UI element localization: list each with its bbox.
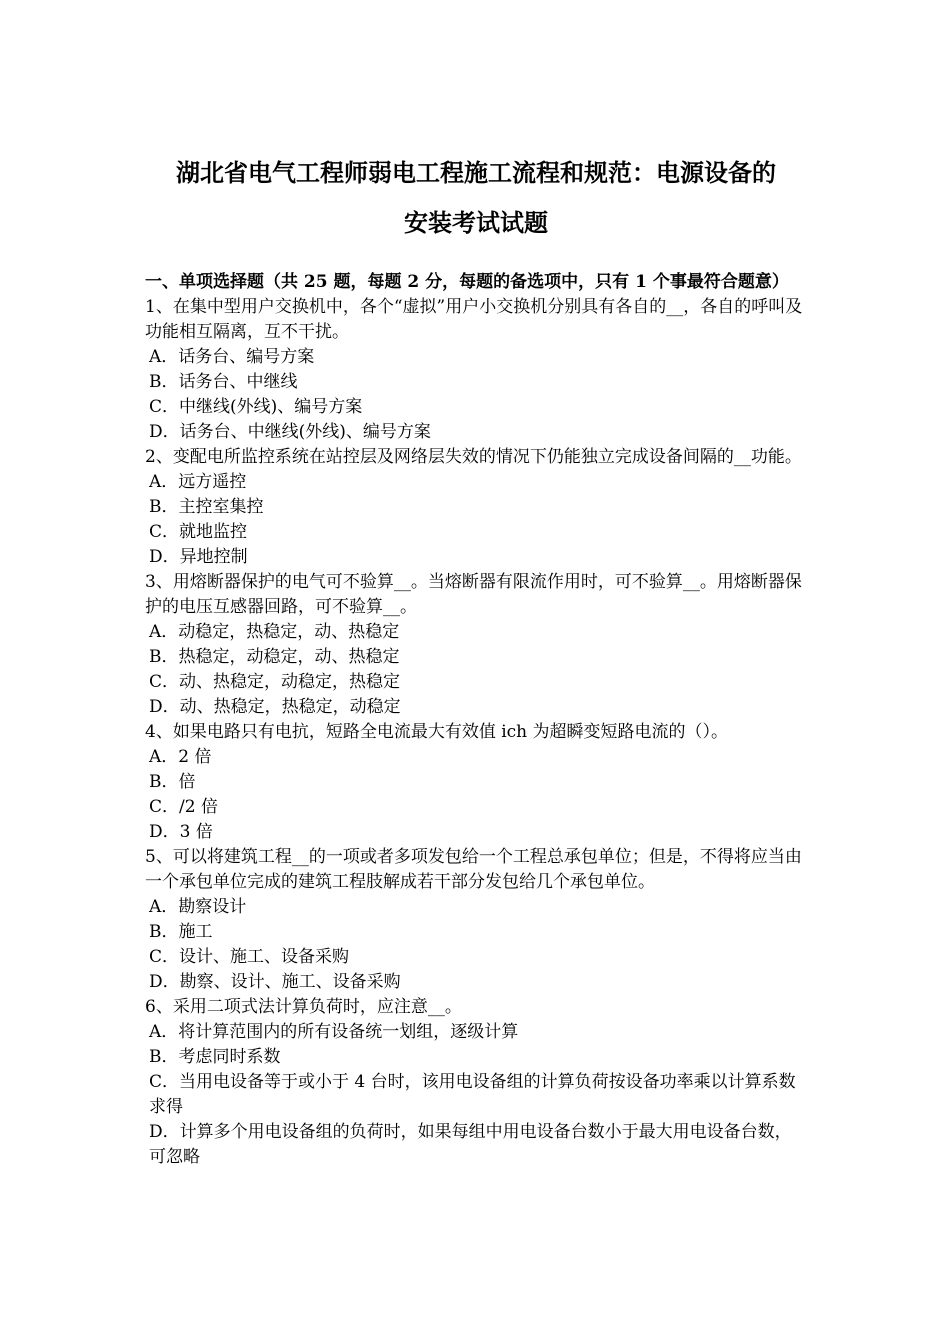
option-b: B．考虑同时系数 xyxy=(149,1047,281,1067)
option-b: B．热稳定，动稳定，动、热稳定 xyxy=(149,647,400,667)
question-5 xyxy=(145,845,807,995)
option-b: B．话务台、中继线 xyxy=(149,372,298,392)
title-line-2: 安装考试试题 xyxy=(404,208,548,237)
question-stem: 6、采用二项式法计算负荷时，应注意__。 xyxy=(145,997,462,1017)
option-d: D．动、热稳定，热稳定，动稳定 xyxy=(149,697,401,717)
option-a: A．勘察设计 xyxy=(149,897,247,917)
question-4 xyxy=(145,720,807,845)
option-a: A．动稳定，热稳定，动、热稳定 xyxy=(149,622,400,642)
question-stem: 4、如果电路只有电抗，短路全电流最大有效值 ich 为超瞬变短路电流的（）。 xyxy=(145,722,729,742)
option-a: A．2 倍 xyxy=(149,747,212,767)
option-c: C．中继线(外线)、编号方案 xyxy=(149,397,363,417)
option-d: D．勘察、设计、施工、设备采购 xyxy=(149,972,401,992)
document-body xyxy=(145,270,807,1170)
option-c: C．动、热稳定，动稳定，热稳定 xyxy=(149,672,401,692)
option-a: A．话务台、编号方案 xyxy=(149,347,315,367)
option-b: B．主控室集控 xyxy=(149,497,264,517)
question-stem: 5、可以将建筑工程__的一项或者多项发包给一个工程总承包单位；但是，不得将应当由一个承包单位完成的建筑工程肢解成若干部分发包给几个承包单位。 xyxy=(145,847,802,892)
question-1 xyxy=(145,295,807,445)
option-a: A．将计算范围内的所有设备统一划组，逐级计算 xyxy=(149,1022,519,1042)
question-stem: 3、用熔断器保护的电气可不验算__。当熔断器有限流作用时，可不验算__。用熔断器保护的电压互感器回路，可不验算__。 xyxy=(145,572,802,617)
question-stem: 1、在集中型用户交换机中，各个“虚拟”用户小交换机分别具有各自的__，各自的呼叫及功能相互隔离，互不干扰。 xyxy=(145,297,803,342)
option-c: C．设计、施工、设备采购 xyxy=(149,947,350,967)
option-d: D．3 倍 xyxy=(149,822,213,842)
option-b: B．倍 xyxy=(149,772,196,792)
question-stem: 2、变配电所监控系统在站控层及网络层失效的情况下仍能独立完成设备间隔的__功能。 xyxy=(145,447,802,467)
question-3 xyxy=(145,570,807,720)
option-b: B．施工 xyxy=(149,922,213,942)
option-d: D．计算多个用电设备组的负荷时，如果每组中用电设备台数小于最大用电设备台数，可忽略 xyxy=(149,1122,792,1167)
option-c: C．当用电设备等于或小于 4 台时，该用电设备组的计算负荷按设备功率乘以计算系数求得 xyxy=(149,1072,796,1117)
option-c: C．就地监控 xyxy=(149,522,248,542)
option-a: A．远方遥控 xyxy=(149,472,247,492)
question-6 xyxy=(145,995,807,1170)
option-d: D．话务台、中继线(外线)、编号方案 xyxy=(149,422,431,442)
option-c: C．/2 倍 xyxy=(149,797,218,817)
title-line-1: 湖北省电气工程师弱电工程施工流程和规范：电源设备的 xyxy=(176,158,776,187)
section-heading: 一、单项选择题（共 25 题，每题 2 分，每题的备选项中，只有 1 个事最符合题意） xyxy=(145,272,789,292)
option-d: D．异地控制 xyxy=(149,547,248,567)
question-2 xyxy=(145,445,807,570)
document-title xyxy=(145,148,807,248)
